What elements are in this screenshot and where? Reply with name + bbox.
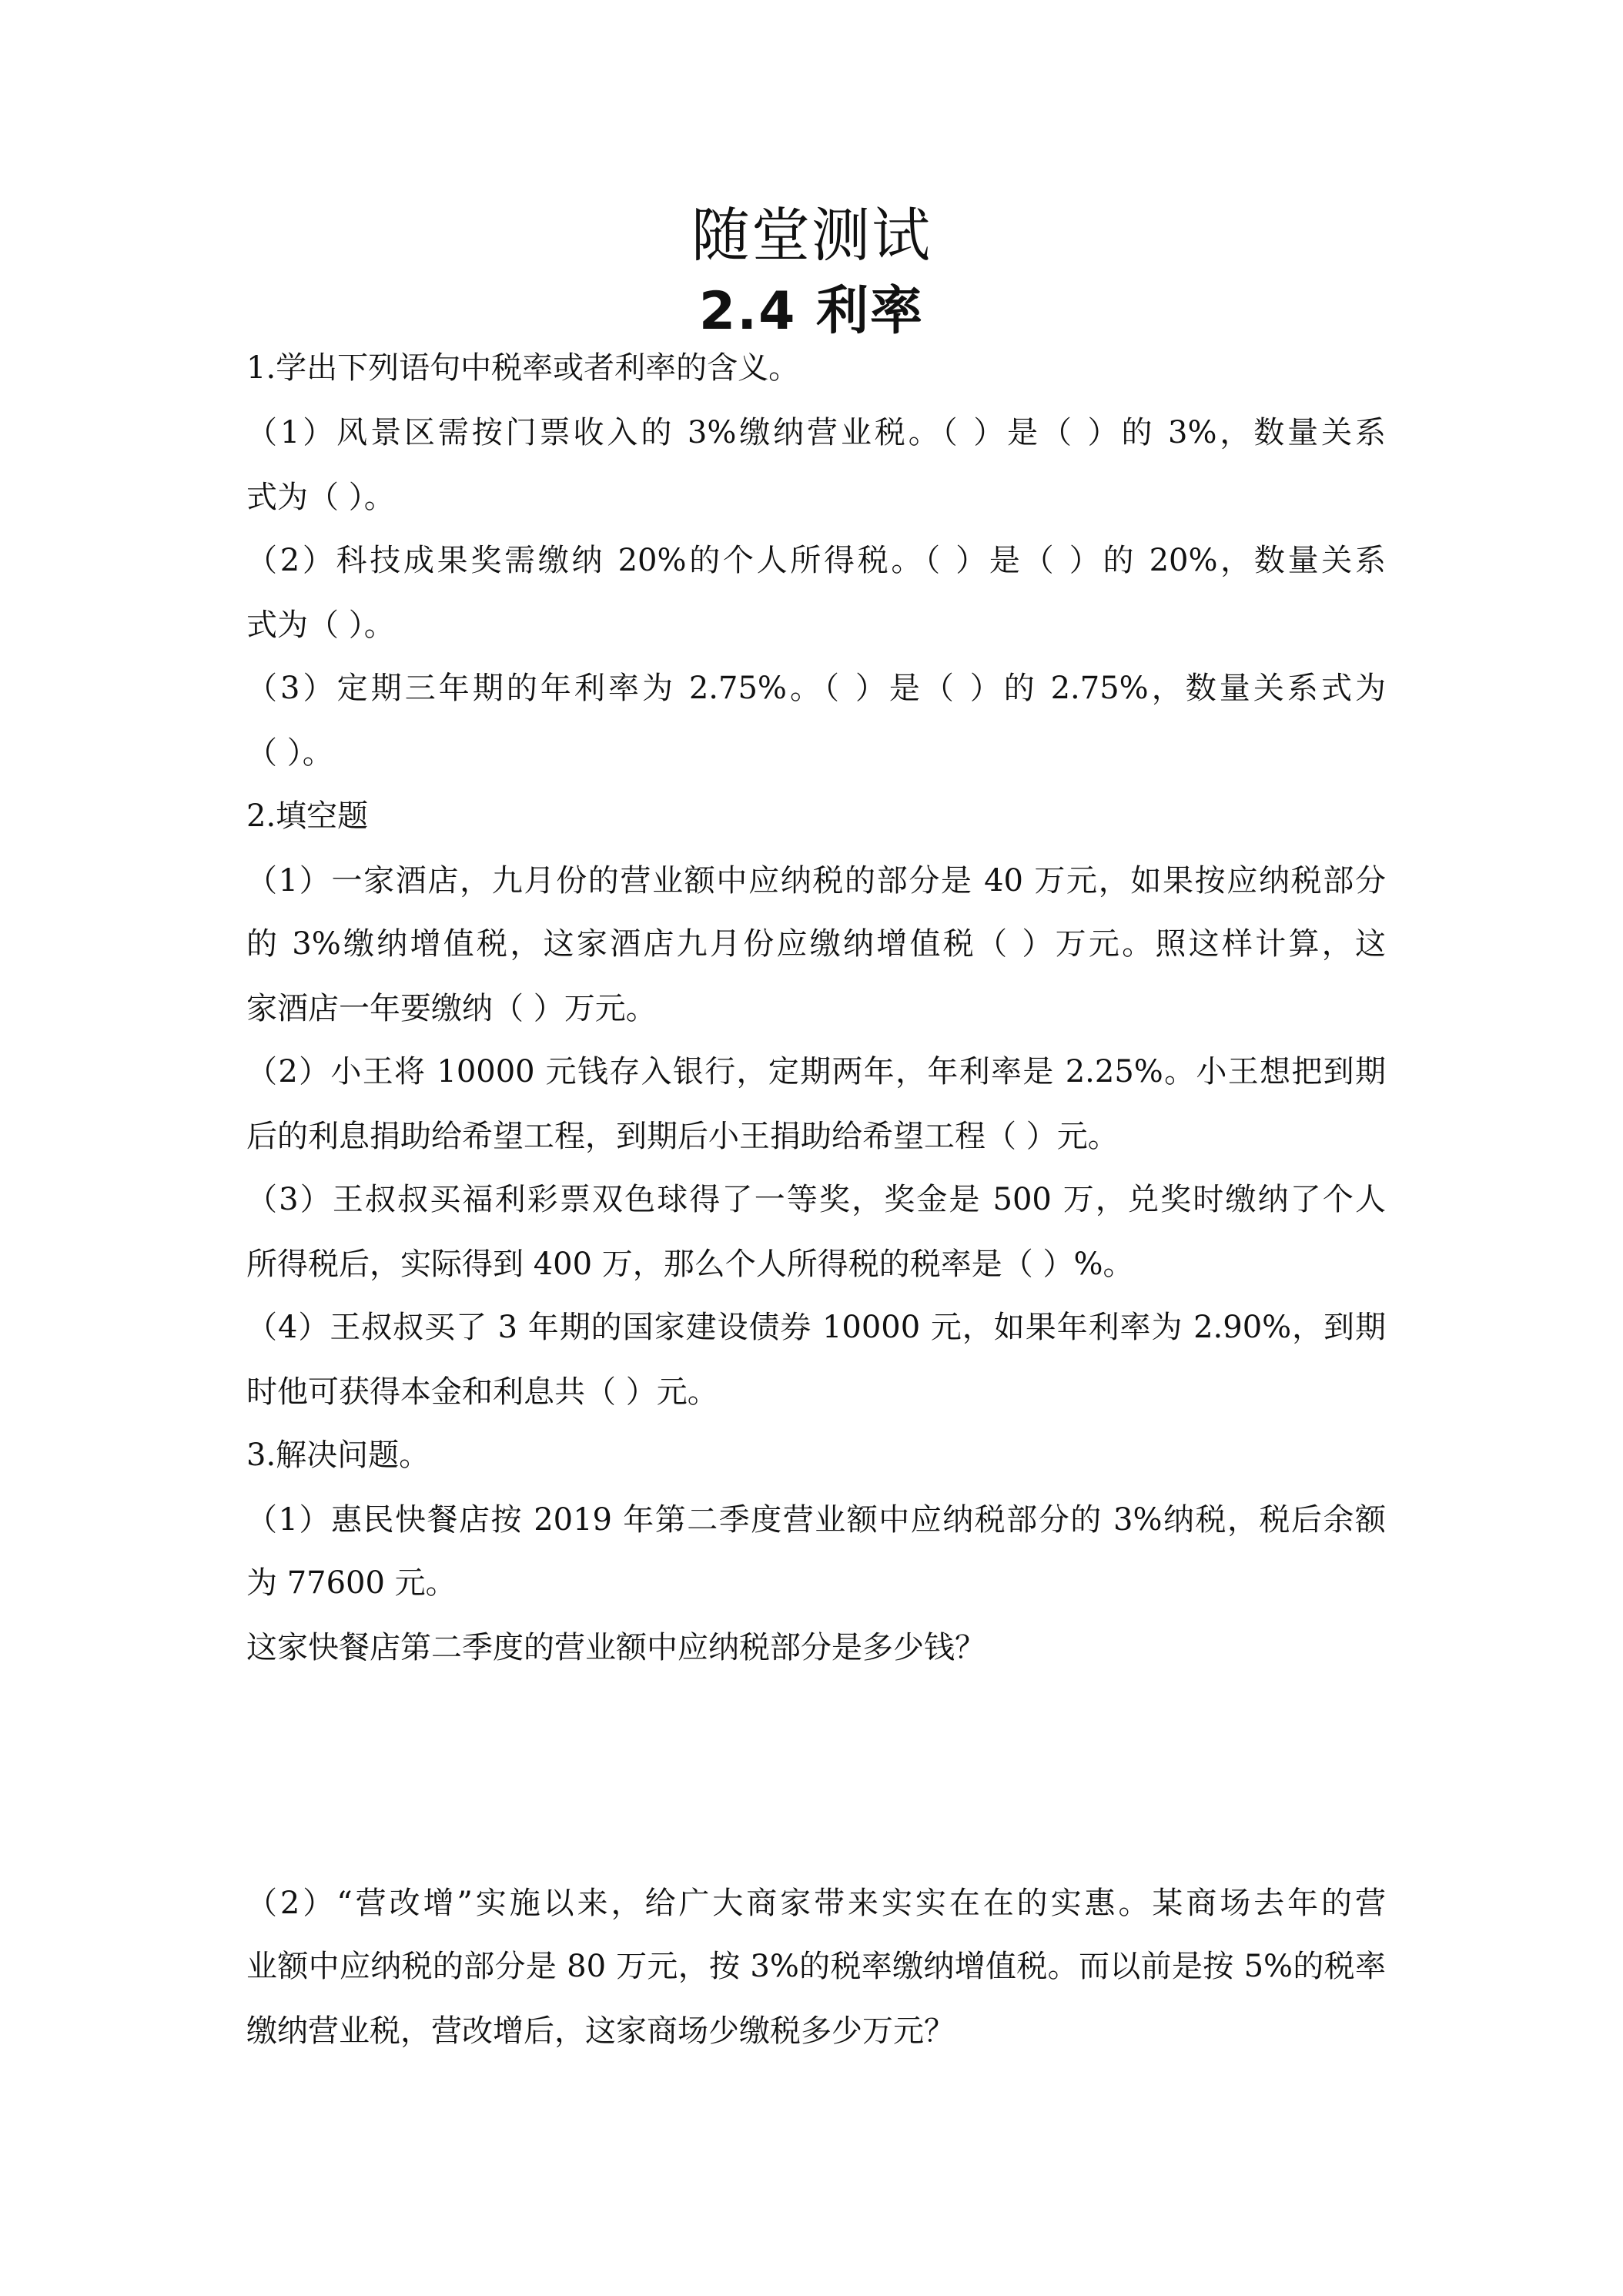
section2-q4-line2: 时他可获得本金和利息共（ ）元。 — [246, 1374, 718, 1410]
page-title: 随堂测试 — [691, 201, 932, 269]
page-subtitle: 2.4 利率 — [698, 281, 925, 342]
section3-q2-line1: （2）“营改增”实施以来，给广大商家带来实实在在的实惠。某商场去年的营 — [246, 1886, 1386, 1921]
section3-q2-line3: 缴纳营业税，营改增后，这家商场少缴税多少万元？ — [246, 2013, 955, 2049]
section2-q1-line3: 家酒店一年要缴纳（ ）万元。 — [246, 991, 657, 1026]
section2-q3-line2: 所得税后，实际得到 400 万，那么个人所得税的税率是（ ）%。 — [246, 1247, 1134, 1282]
section1-q1-line2: 式为（ ）。 — [246, 480, 395, 515]
section2-q4-line1: （4）王叔叔买了 3 年期的国家建设债券 10000 元，如果年利率为 2.90%，到期 — [246, 1310, 1386, 1345]
section2-q1-line2: 的 3%缴纳增值税，这家酒店九月份应缴纳增值税（ ）万元。照这样计算，这 — [246, 926, 1386, 962]
section1-q2-line2: 式为（ ）。 — [246, 607, 395, 643]
section1-q2-line1: （2）科技成果奖需缴纳 20%的个人所得税。（ ）是（ ）的 20%，数量关系 — [246, 543, 1386, 578]
section3-q2-line2: 业额中应纳税的部分是 80 万元，按 3%的税率缴纳增值税。而以前是按 5%的税率 — [246, 1949, 1386, 1984]
section2-q2-line2: 后的利息捐助给希望工程，到期后小王捐助给希望工程（ ）元。 — [246, 1119, 1119, 1154]
section1-heading: 1.学出下列语句中税率或者利率的含义。 — [246, 350, 800, 386]
section2-q3-line1: （3）王叔叔买福利彩票双色球得了一等奖，奖金是 500 万，兑奖时缴纳了个人 — [246, 1182, 1386, 1217]
section2-q1-line1: （1）一家酒店，九月份的营业额中应纳税的部分是 40 万元，如果按应纳税部分 — [246, 863, 1386, 899]
section3-q1-line2: 为 77600 元。 — [246, 1565, 457, 1601]
section1-q3-line1: （3）定期三年期的年利率为 2.75%。（ ）是（ ）的 2.75%，数量关系式为 — [246, 671, 1386, 706]
section3-heading: 3.解决问题。 — [246, 1438, 430, 1473]
section2-q2-line1: （2）小王将 10000 元钱存入银行，定期两年，年利率是 2.25%。小王想把到期 — [246, 1054, 1386, 1089]
section1-q1-line1: （1）风景区需按门票收入的 3%缴纳营业税。（ ）是（ ）的 3%，数量关系 — [246, 415, 1386, 450]
section3-q1-line1: （1）惠民快餐店按 2019 年第二季度营业额中应纳税部分的 3%纳税，税后余额 — [246, 1502, 1386, 1538]
section2-heading: 2.填空题 — [246, 798, 369, 834]
section3-q1-line3: 这家快餐店第二季度的营业额中应纳税部分是多少钱？ — [246, 1630, 986, 1665]
section1-q3-line2: （ ）。 — [246, 735, 333, 771]
